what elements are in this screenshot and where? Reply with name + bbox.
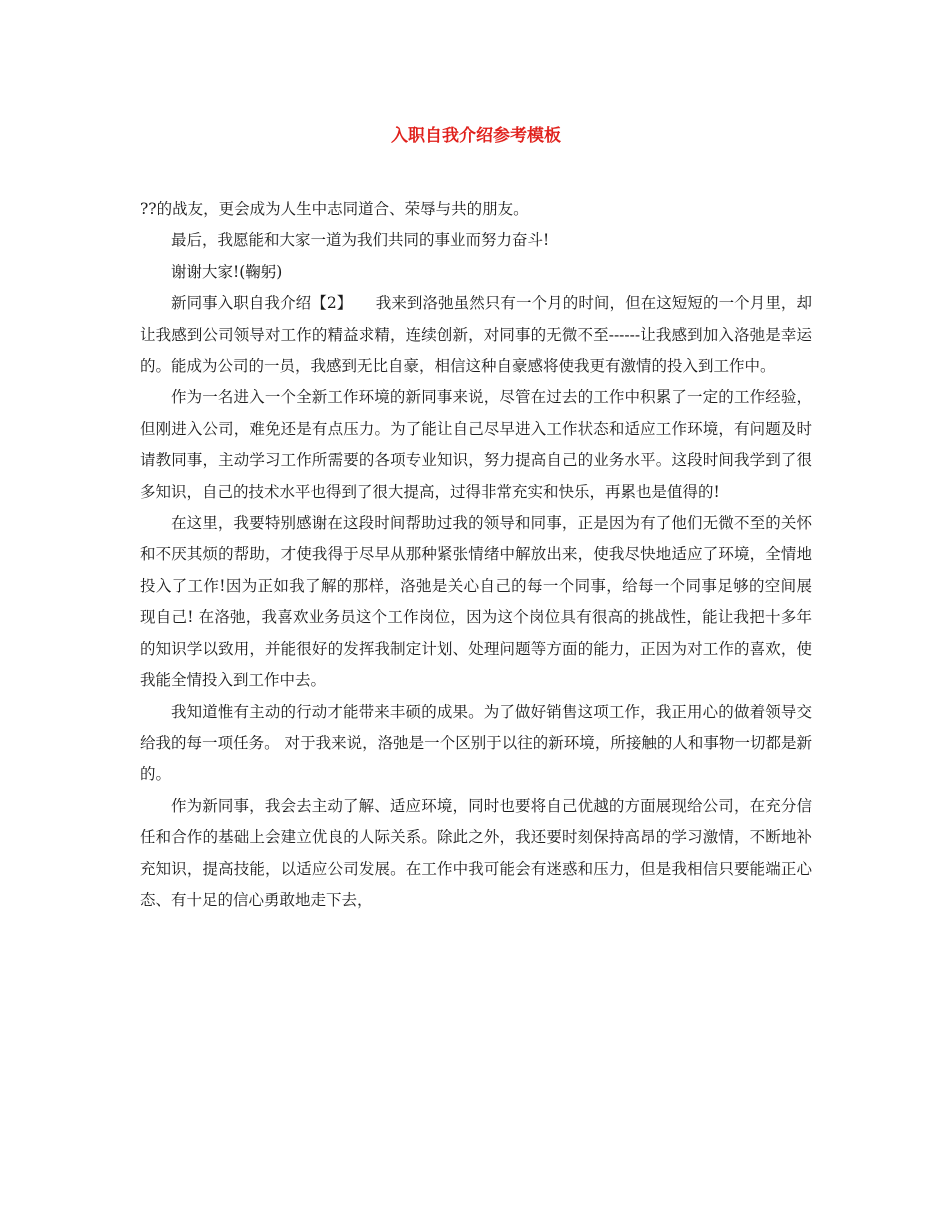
paragraph-5: 作为一名进入一个全新工作环境的新同事来说，尽管在过去的工作中积累了一定的工作经验，但刚进入公司，难免还是有点压力。为了能让自己尽早进入工作状态和适应工作环境，有问题及时请教同事，主动学习工作所需要的各项专业知识，努力提高自己的业务水平。这段时间我学到了很多知识，自己的技术水平也得到了很大提高，过得非常充实和快乐，再累也是值得的! xyxy=(140,388,812,501)
page-title: 入职自我介绍参考模板 xyxy=(391,126,561,146)
paragraph-3: 谢谢大家!(鞠躬) xyxy=(171,262,283,281)
paragraph-7: 我知道惟有主动的行动才能带来丰硕的成果。为了做好销售这项工作，我正用心的做着领导交给我的每一项任务。 对于我来说，洛弛是一个区别于以往的新环境，所接触的人和事物一切都是新的。 xyxy=(140,702,812,784)
paragraph-6: 在这里，我要特别感谢在这段时间帮助过我的领导和同事，正是因为有了他们无微不至的关怀和不厌其烦的帮助，才使我得于尽早从那种紧张情绪中解放出来，使我尽快地适应了环境，全情地投入了工作!因为正如我了解的那样，洛弛是关心自己的每一个同事，给每一个同事足够的空间展现自己! 在洛弛，我喜欢业务员这个工作岗位，因为这个岗位具有很高的挑战性，能让我把十多年的知识学以致用，并能很好的发挥我制定计划、处理问题等方面的能力，正因为对工作的喜欢，使我能全情投入到工作中去。 xyxy=(140,514,812,690)
document-page xyxy=(140,118,812,916)
paragraph-8: 作为新同事，我会去主动了解、适应环境，同时也要将自己优越的方面展现给公司，在充分信任和合作的基础上会建立优良的人际关系。除此之外，我还要时刻保持高昂的学习激情，不断地补充知识，提高技能，以适应公司发展。在工作中我可能会有迷惑和压力，但是我相信只要能端正心态、有十足的信心勇敢地走下去， xyxy=(140,796,812,909)
paragraph-1: ??的战友，更会成为人生中志同道合、荣辱与共的朋友。 xyxy=(140,200,529,218)
paragraph-2: 最后，我愿能和大家一道为我们共同的事业而努力奋斗! xyxy=(171,231,550,250)
paragraph-4: 新同事入职自我介绍【2】 我来到洛弛虽然只有一个月的时间，但在这短短的一个月里，却让我感到公司领导对工作的精益求精，连续创新，对同事的无微不至------让我感到加入洛弛是幸运的。能成为公司的一员，我感到无比自豪，相信这种自豪感将使我更有激情的投入到工作中。 xyxy=(140,294,812,376)
